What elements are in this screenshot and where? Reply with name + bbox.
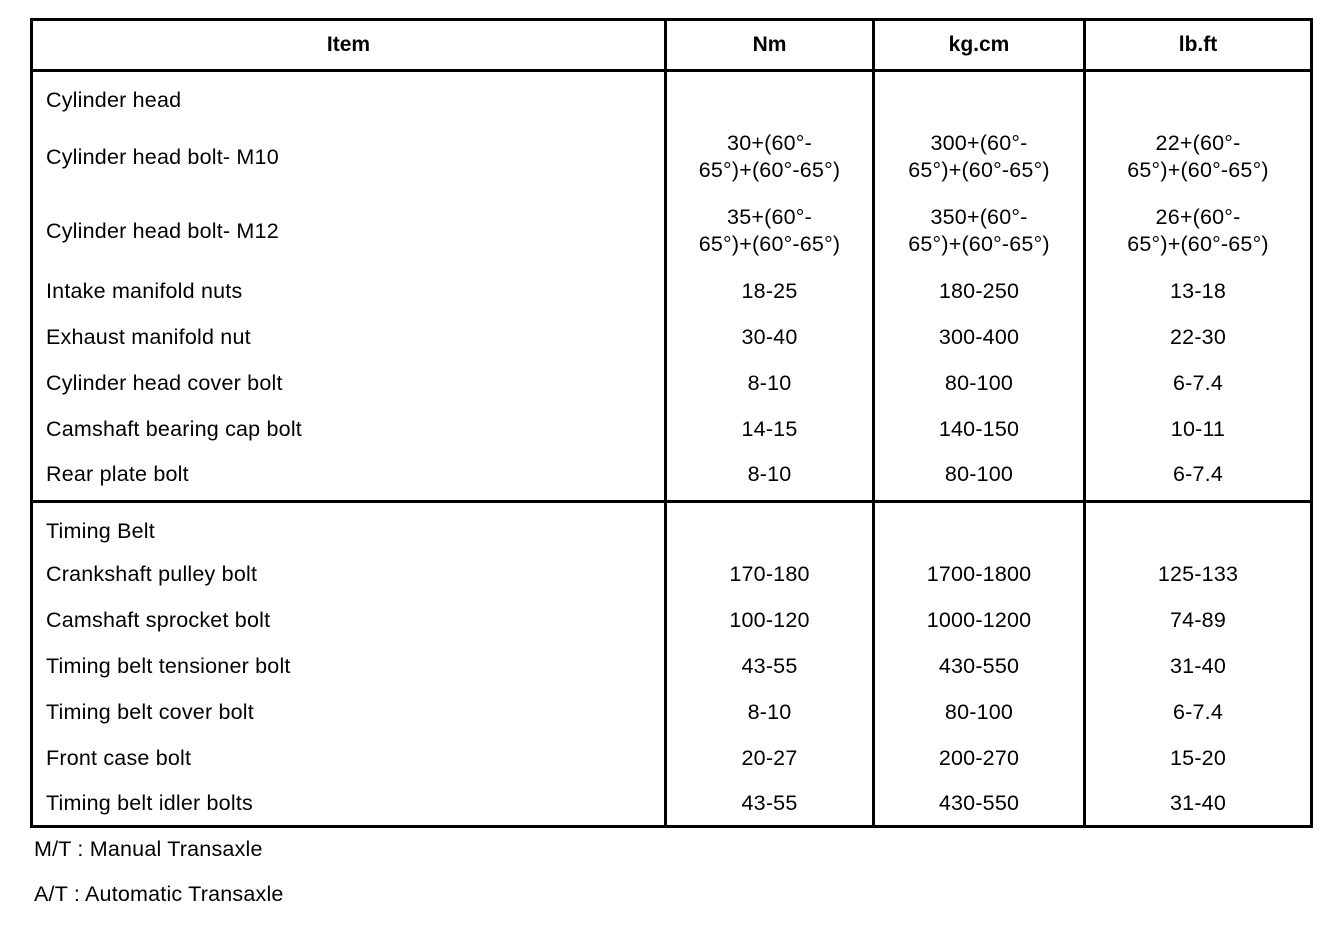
nm-cell: 14-15 (666, 406, 874, 452)
table-row (32, 781, 1312, 827)
table-row (32, 643, 1312, 689)
table-row (32, 268, 1312, 314)
kgcm-cell: 350+(60°- 65°)+(60°-65°) (874, 194, 1085, 268)
lbft-cell: 6-7.4 (1172, 370, 1223, 395)
kgcm-cell: 180-250 (874, 268, 1085, 314)
empty-cell (1085, 71, 1312, 121)
empty-cell (666, 502, 874, 552)
kgcm-cell: 140-150 (874, 406, 1085, 452)
item-cell: Timing belt idler bolts (32, 781, 666, 827)
item-cell: Cylinder head cover bolt (32, 360, 666, 406)
kgcm-cell: 430-550 (874, 643, 1085, 689)
table-row (32, 120, 1312, 194)
kgcm-cell: 80-100 (874, 689, 1085, 735)
table-header-row (32, 20, 1312, 71)
item-cell: Timing belt tensioner bolt (32, 643, 666, 689)
item-cell: Intake manifold nuts (32, 268, 666, 314)
kgcm-cell: 1700-1800 (874, 551, 1085, 597)
lbft-cell: 26+(60°- 65°)+(60°-65°) (1127, 205, 1269, 256)
item-cell: Camshaft bearing cap bolt (32, 406, 666, 452)
item-cell: Exhaust manifold nut (32, 314, 666, 360)
lbft-cell: 22+(60°- 65°)+(60°-65°) (1127, 131, 1269, 182)
empty-cell (666, 71, 874, 121)
lbft-cell: 74-89 (1170, 607, 1226, 632)
torque-spec-table (30, 18, 1313, 828)
kgcm-cell: 200-270 (874, 735, 1085, 781)
nm-cell: 30+(60°- 65°)+(60°-65°) (666, 120, 874, 194)
lbft-cell: 31-40 (1170, 790, 1226, 815)
nm-cell: 20-27 (666, 735, 874, 781)
empty-cell (874, 502, 1085, 552)
note-automatic-transaxle: A/T : Automatic Transaxle (34, 882, 284, 906)
kgcm-cell: 80-100 (874, 360, 1085, 406)
item-cell: Camshaft sprocket bolt (32, 597, 666, 643)
lbft-cell: 15-20 (1170, 745, 1226, 770)
table-row (32, 689, 1312, 735)
item-cell: Crankshaft pulley bolt (32, 551, 666, 597)
section-title: Cylinder head (32, 71, 666, 121)
lbft-cell: 10-11 (1170, 416, 1226, 441)
table-body (32, 71, 1312, 827)
empty-cell (874, 71, 1085, 121)
nm-cell: 8-10 (666, 452, 874, 502)
nm-cell: 35+(60°- 65°)+(60°-65°) (666, 194, 874, 268)
item-cell: Front case bolt (32, 735, 666, 781)
table-row (32, 452, 1312, 502)
lbft-cell: 125-133 (1157, 561, 1239, 586)
lbft-cell: 6-7.4 (1172, 461, 1223, 486)
lbft-cell: 13-18 (1170, 278, 1226, 303)
section-title-row (32, 71, 1312, 121)
empty-cell (1085, 502, 1312, 552)
note-manual-transaxle: M/T : Manual Transaxle (34, 837, 263, 861)
item-cell: Rear plate bolt (32, 452, 666, 502)
lbft-cell: 6-7.4 (1172, 699, 1223, 724)
item-cell: Cylinder head bolt- M10 (32, 120, 666, 194)
item-cell: Cylinder head bolt- M12 (32, 194, 666, 268)
table-row (32, 597, 1312, 643)
nm-cell: 8-10 (666, 360, 874, 406)
header-lbft: lb.ft (1085, 20, 1312, 71)
nm-cell: 43-55 (666, 643, 874, 689)
kgcm-cell: 1000-1200 (874, 597, 1085, 643)
header-nm: Nm (666, 20, 874, 71)
table-row (32, 735, 1312, 781)
table-row (32, 551, 1312, 597)
section-title-row (32, 502, 1312, 552)
item-cell: Timing belt cover bolt (32, 689, 666, 735)
kgcm-cell: 300-400 (874, 314, 1085, 360)
nm-cell: 30-40 (666, 314, 874, 360)
lbft-cell: 22-30 (1170, 324, 1226, 349)
table-row (32, 194, 1312, 268)
lbft-cell: 31-40 (1170, 653, 1226, 678)
header-item: Item (32, 20, 666, 71)
header-kgcm: kg.cm (874, 20, 1085, 71)
kgcm-cell: 430-550 (874, 781, 1085, 827)
table-row (32, 360, 1312, 406)
nm-cell: 43-55 (666, 781, 874, 827)
nm-cell: 100-120 (666, 597, 874, 643)
nm-cell: 18-25 (666, 268, 874, 314)
nm-cell: 170-180 (666, 551, 874, 597)
kgcm-cell: 300+(60°- 65°)+(60°-65°) (874, 120, 1085, 194)
table-row (32, 314, 1312, 360)
nm-cell: 8-10 (666, 689, 874, 735)
kgcm-cell: 80-100 (874, 452, 1085, 502)
section-title: Timing Belt (32, 502, 666, 552)
table-row (32, 406, 1312, 452)
